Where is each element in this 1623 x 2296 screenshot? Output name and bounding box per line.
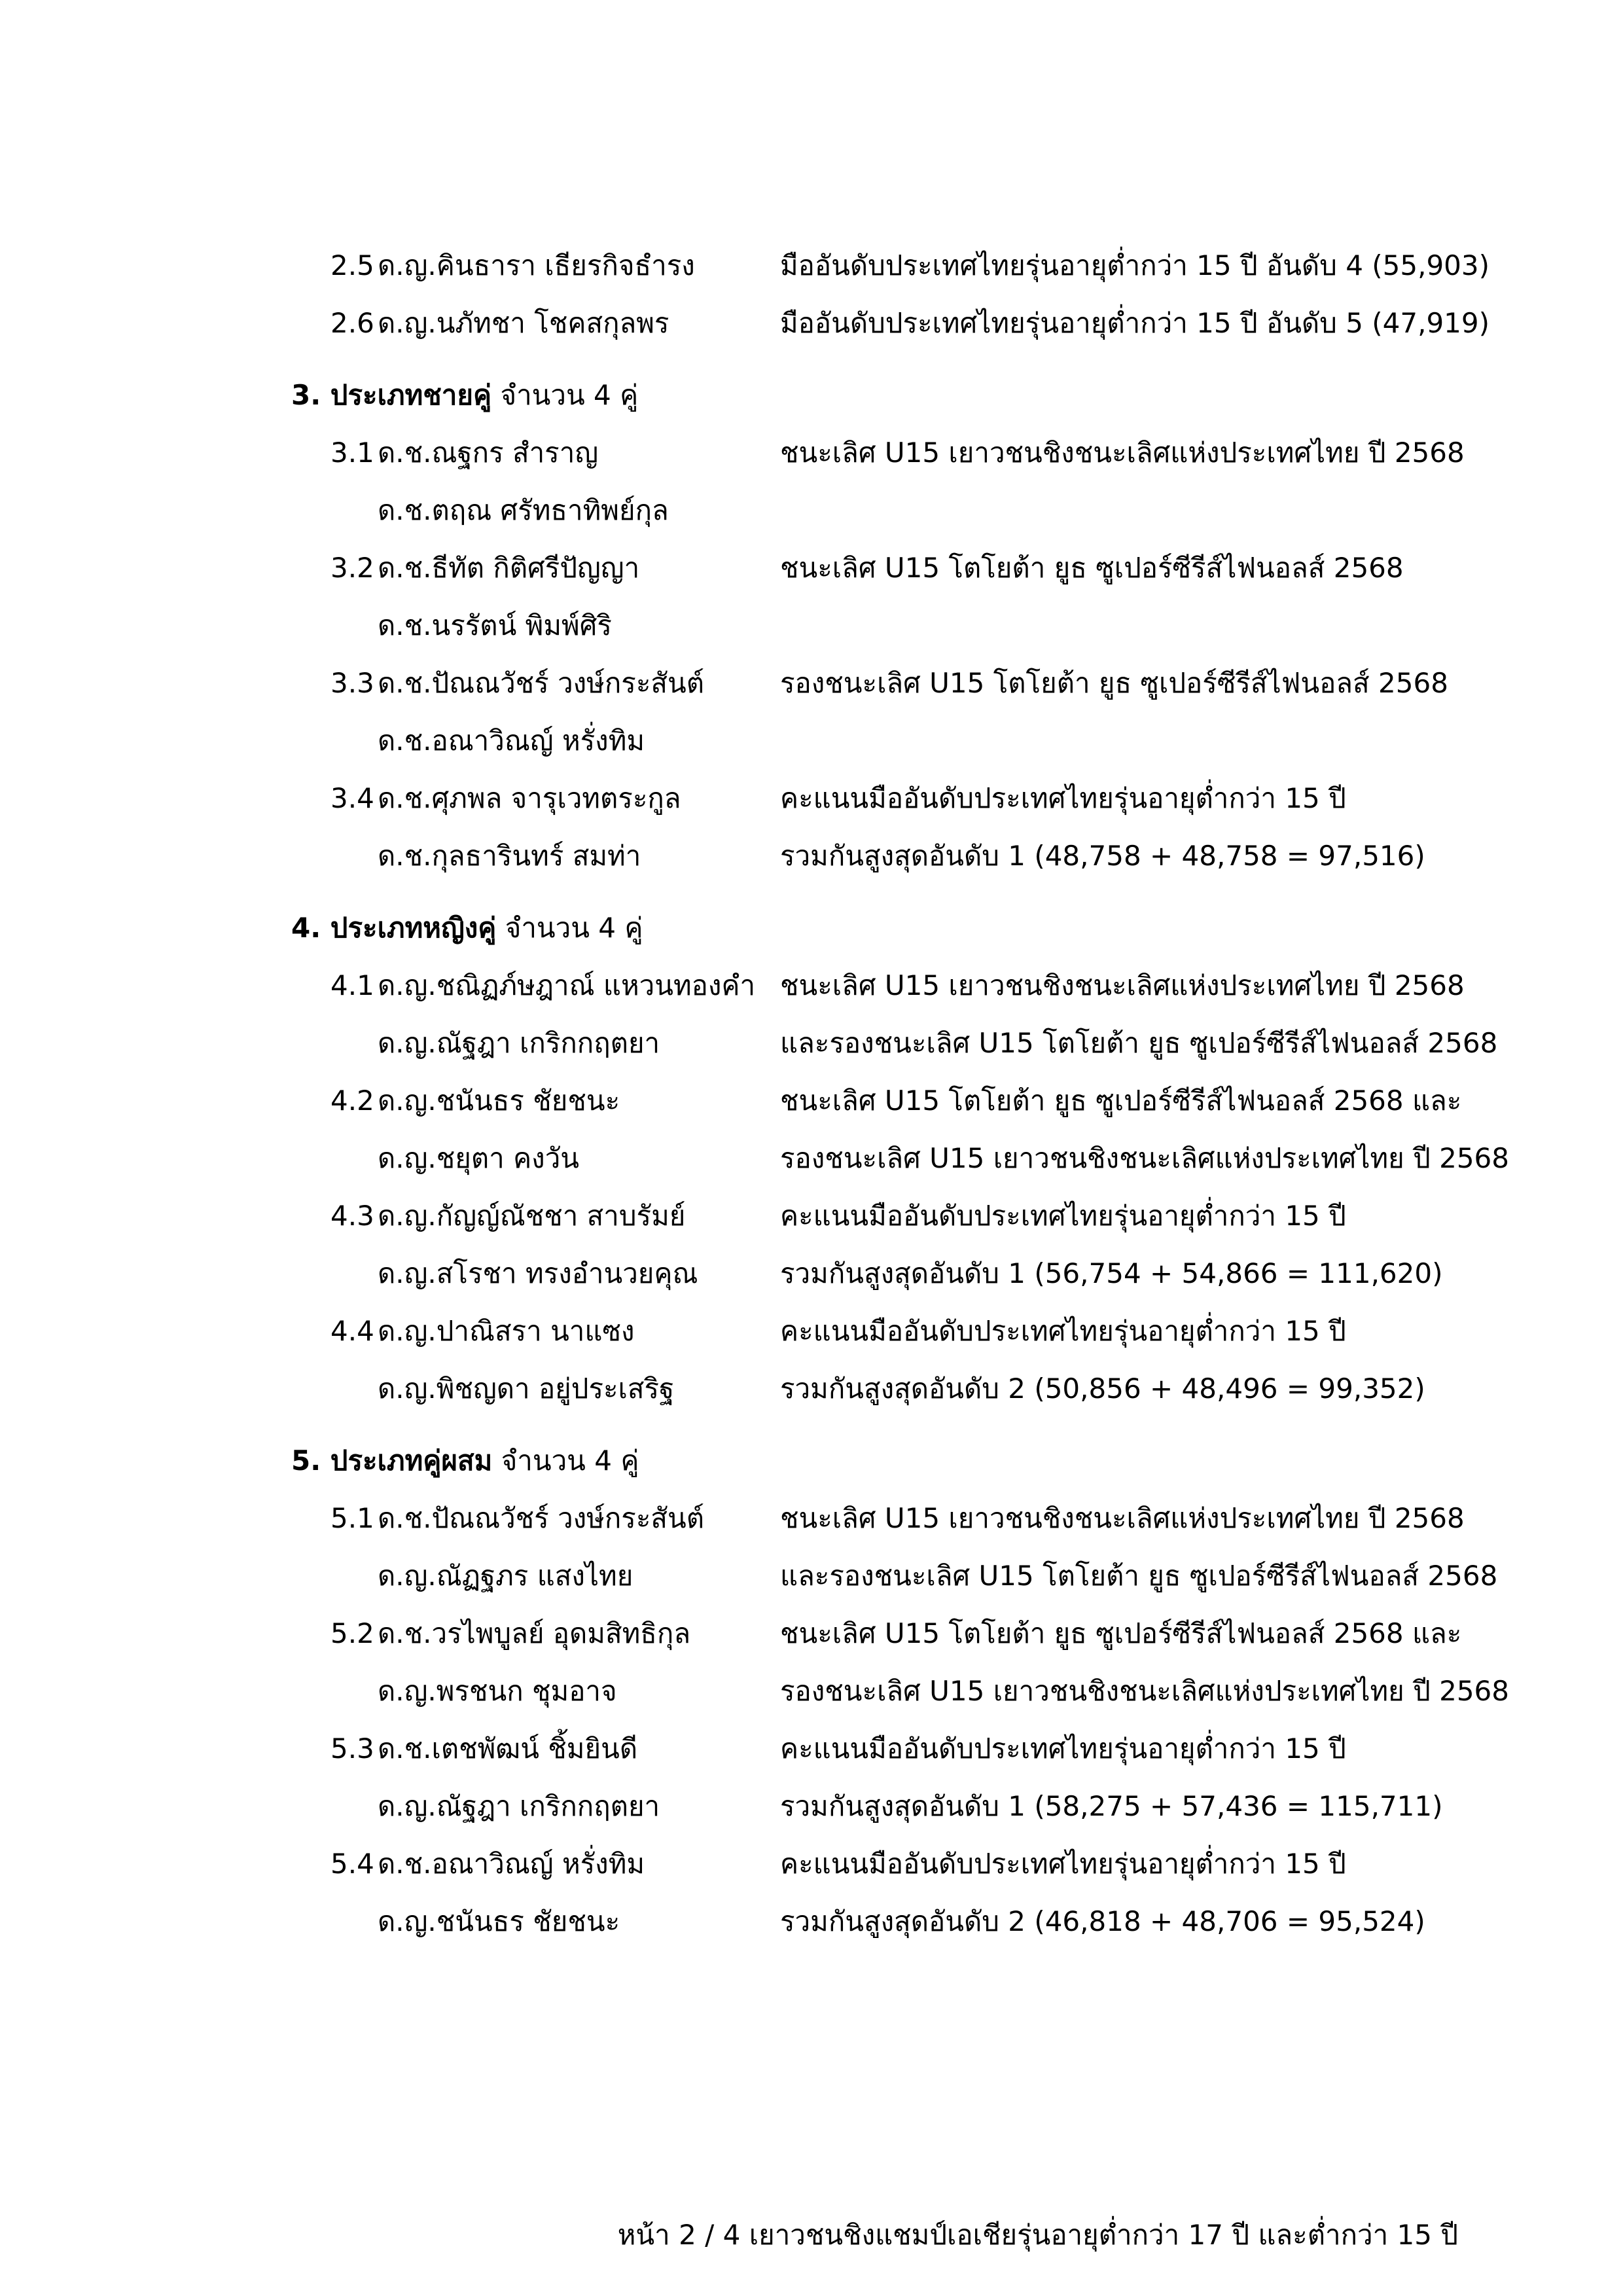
achievement-text: รวมกันสูงสุดอันดับ 2 (50,856 + 48,496 = 99,352) xyxy=(780,1372,1425,1405)
achievement-text: คะแนนมืออันดับประเทศไทยรุ่นอายุต่ำกว่า 15 ปี xyxy=(780,1732,1346,1765)
player-name: ด.ช.ณฐกร สำราญ xyxy=(378,437,599,469)
player-name: ด.ช.ธีทัต กิติศรีปัญญา xyxy=(378,552,640,584)
achievement-text: ชนะเลิศ U15 เยาวชนชิงชนะเลิศแห่งประเทศไทย ปี 2568 xyxy=(780,1502,1465,1534)
entry-row xyxy=(0,1187,1623,1245)
player-name: ด.ญ.กัญญ์ณัชชา สาบรัมย์ xyxy=(378,1200,686,1232)
entry-row xyxy=(0,1072,1623,1130)
entry-number-and-name xyxy=(330,539,639,597)
partner-name: ด.ญ.พิชญดา อยู่ประเสริฐ xyxy=(378,1372,675,1405)
entry-number: 3.3 xyxy=(330,667,374,699)
entry-number: 5.3 xyxy=(330,1732,374,1765)
section-0 xyxy=(0,237,1623,352)
entry-row-partner xyxy=(0,1245,1623,1302)
achievement-text: มืออันดับประเทศไทยรุ่นอายุต่ำกว่า 15 ปี อันดับ 5 (47,919) xyxy=(780,307,1490,339)
section-1 xyxy=(0,352,1623,885)
entry-number-and-name xyxy=(330,957,755,1014)
section-heading-count: จำนวน 4 คู่ xyxy=(492,1444,639,1477)
partner-name: ด.ญ.ณัฐฎา เกริกกฤตยา xyxy=(378,1027,660,1059)
entry-row-partner xyxy=(0,1893,1623,1950)
player-name: ด.ช.วรไพบูลย์ อุดมสิทธิกุล xyxy=(378,1617,691,1649)
section-heading xyxy=(0,1432,1623,1490)
entry-number-and-name xyxy=(330,1187,685,1245)
player-name: ด.ช.เตชพัฒน์ ชิ้มยินดี xyxy=(378,1732,638,1765)
achievement-text: รวมกันสูงสุดอันดับ 1 (48,758 + 48,758 = 97,516) xyxy=(780,840,1425,872)
entry-row xyxy=(0,957,1623,1014)
partner-name: ด.ญ.ณัฐฎา เกริกกฤตยา xyxy=(378,1790,660,1822)
entry-number-and-name xyxy=(330,1835,645,1893)
section-heading xyxy=(0,367,1623,424)
player-name: ด.ญ.ชนันธร ชัยชนะ xyxy=(378,1085,620,1117)
achievement-text: ชนะเลิศ U15 โตโยต้า ยูธ ซูเปอร์ซีรีส์ไฟนอลส์ 2568 และ xyxy=(780,1085,1462,1117)
entry-number-and-name xyxy=(330,770,681,827)
entry-row-partner xyxy=(0,1360,1623,1418)
entry-number-and-name xyxy=(330,295,669,352)
entry-number-and-name xyxy=(330,655,704,712)
entry-row xyxy=(0,1605,1623,1662)
achievement-text: ชนะเลิศ U15 เยาวชนชิงชนะเลิศแห่งประเทศไทย ปี 2568 xyxy=(780,437,1465,469)
achievement-text: ชนะเลิศ U15 โตโยต้า ยูธ ซูเปอร์ซีรีส์ไฟนอลส์ 2568 และ xyxy=(780,1617,1462,1649)
entry-row-partner xyxy=(0,1547,1623,1605)
page-footer: หน้า 2 / 4 เยาวชนชิงแชมป์เอเชียรุ่นอายุต่ำกว่า 17 ปี และต่ำกว่า 15 ปี xyxy=(617,2219,1458,2251)
entry-row xyxy=(0,295,1623,352)
entry-number-and-name xyxy=(330,424,598,482)
partner-name: ด.ช.กุลธารินทร์ สมท่า xyxy=(378,840,641,872)
entry-row xyxy=(0,1835,1623,1893)
entry-row xyxy=(0,1490,1623,1547)
entry-row-partner xyxy=(0,827,1623,885)
entry-row xyxy=(0,424,1623,482)
section-heading-count: จำนวน 4 คู่ xyxy=(491,379,639,411)
section-gap xyxy=(0,885,1623,899)
achievement-text: คะแนนมืออันดับประเทศไทยรุ่นอายุต่ำกว่า 15 ปี xyxy=(780,782,1346,814)
entry-number: 2.6 xyxy=(330,307,374,339)
player-name: ด.ญ.ชณิฏภ์ษฎาณ์ แหวนทองคำ xyxy=(378,969,756,1001)
achievement-text: และรองชนะเลิศ U15 โตโยต้า ยูธ ซูเปอร์ซีรีส์ไฟนอลส์ 2568 xyxy=(780,1560,1498,1592)
entry-number-and-name xyxy=(330,1720,637,1778)
player-list xyxy=(0,237,1623,1950)
section-2 xyxy=(0,885,1623,1418)
partner-name: ด.ช.นรรัตน์ พิมพ์ศิริ xyxy=(378,609,612,641)
section-gap xyxy=(0,1418,1623,1432)
section-heading-text xyxy=(291,367,638,424)
section-heading-title: 4. ประเภทหญิงคู่ xyxy=(291,912,497,944)
entry-number: 5.2 xyxy=(330,1617,374,1649)
partner-name: ด.ช.ตฤณ ศรัทธาทิพย์กุล xyxy=(378,494,669,526)
entry-row-partner xyxy=(0,712,1623,770)
player-name: ด.ช.ปัณณวัชร์ วงษ์กระสันต์ xyxy=(378,667,705,699)
entry-row-partner xyxy=(0,1014,1623,1072)
entry-row xyxy=(0,237,1623,295)
section-heading-title: 5. ประเภทคู่ผสม xyxy=(291,1444,493,1477)
partner-name: ด.ญ.พรชนก ชุมอาจ xyxy=(378,1675,617,1707)
entry-number: 5.1 xyxy=(330,1502,374,1534)
achievement-text: มืออันดับประเทศไทยรุ่นอายุต่ำกว่า 15 ปี อันดับ 4 (55,903) xyxy=(780,249,1490,281)
entry-number: 5.4 xyxy=(330,1848,374,1880)
entry-row xyxy=(0,1720,1623,1778)
entry-row xyxy=(0,1302,1623,1360)
partner-name: ด.ญ.สโรชา ทรงอำนวยคุณ xyxy=(378,1257,698,1289)
achievement-text: คะแนนมืออันดับประเทศไทยรุ่นอายุต่ำกว่า 15 ปี xyxy=(780,1848,1346,1880)
entry-number: 3.4 xyxy=(330,782,374,814)
achievement-text: ชนะเลิศ U15 เยาวชนชิงชนะเลิศแห่งประเทศไทย ปี 2568 xyxy=(780,969,1465,1001)
entry-number-and-name xyxy=(330,1490,704,1547)
player-name: ด.ญ.นภัทชา โชคสกุลพร xyxy=(378,307,669,339)
entry-row-partner xyxy=(0,482,1623,539)
entry-row-partner xyxy=(0,1778,1623,1835)
entry-number: 2.5 xyxy=(330,249,374,281)
partner-name: ด.ช.อณาวิณญ์ หรั่งทิม xyxy=(378,725,645,757)
section-gap xyxy=(0,352,1623,367)
entry-number: 4.4 xyxy=(330,1315,374,1347)
player-name: ด.ช.ปัณณวัชร์ วงษ์กระสันต์ xyxy=(378,1502,705,1534)
achievement-text: คะแนนมืออันดับประเทศไทยรุ่นอายุต่ำกว่า 15 ปี xyxy=(780,1315,1346,1347)
section-heading xyxy=(0,899,1623,957)
player-name: ด.ญ.ปาณิสรา นาแซง xyxy=(378,1315,635,1347)
entry-number: 4.3 xyxy=(330,1200,374,1232)
partner-name: ด.ญ.ชนันธร ชัยชนะ xyxy=(378,1905,620,1937)
entry-row xyxy=(0,770,1623,827)
achievement-text: รองชนะเลิศ U15 โตโยต้า ยูธ ซูเปอร์ซีรีส์ไฟนอลส์ 2568 xyxy=(780,667,1448,699)
entry-row xyxy=(0,655,1623,712)
entry-number: 3.2 xyxy=(330,552,374,584)
entry-row-partner xyxy=(0,1130,1623,1187)
entry-row-partner xyxy=(0,597,1623,655)
entry-row-partner xyxy=(0,1662,1623,1720)
entry-number-and-name xyxy=(330,1605,690,1662)
entry-number-and-name xyxy=(330,237,695,295)
achievement-text: และรองชนะเลิศ U15 โตโยต้า ยูธ ซูเปอร์ซีรีส์ไฟนอลส์ 2568 xyxy=(780,1027,1498,1059)
achievement-text: ชนะเลิศ U15 โตโยต้า ยูธ ซูเปอร์ซีรีส์ไฟนอลส์ 2568 xyxy=(780,552,1404,584)
section-heading-count: จำนวน 4 คู่ xyxy=(496,912,643,944)
entry-number: 4.1 xyxy=(330,969,374,1001)
partner-name: ด.ญ.ณัฏฐภร แสงไทย xyxy=(378,1560,633,1592)
achievement-text: รองชนะเลิศ U15 เยาวชนชิงชนะเลิศแห่งประเทศไทย ปี 2568 xyxy=(780,1675,1510,1707)
achievement-text: รวมกันสูงสุดอันดับ 1 (56,754 + 54,866 = 111,620) xyxy=(780,1257,1443,1289)
achievement-text: รวมกันสูงสุดอันดับ 2 (46,818 + 48,706 = 95,524) xyxy=(780,1905,1425,1937)
section-3 xyxy=(0,1418,1623,1950)
entry-number: 4.2 xyxy=(330,1085,374,1117)
achievement-text: คะแนนมืออันดับประเทศไทยรุ่นอายุต่ำกว่า 15 ปี xyxy=(780,1200,1346,1232)
entry-number-and-name xyxy=(330,1072,620,1130)
partner-name: ด.ญ.ชยุตา คงวัน xyxy=(378,1142,579,1174)
section-heading-text xyxy=(291,1432,639,1490)
player-name: ด.ช.ศุภพล จารุเวทตระกูล xyxy=(378,782,681,814)
entry-number-and-name xyxy=(330,1302,634,1360)
player-name: ด.ญ.คินธารา เธียรกิจธำรง xyxy=(378,249,695,281)
player-name: ด.ช.อณาวิณญ์ หรั่งทิม xyxy=(378,1848,645,1880)
achievement-text: รองชนะเลิศ U15 เยาวชนชิงชนะเลิศแห่งประเทศไทย ปี 2568 xyxy=(780,1142,1510,1174)
achievement-text: รวมกันสูงสุดอันดับ 1 (58,275 + 57,436 = 115,711) xyxy=(780,1790,1443,1822)
section-heading-title: 3. ประเภทชายคู่ xyxy=(291,379,492,411)
entry-number: 3.1 xyxy=(330,437,374,469)
section-heading-text xyxy=(291,899,643,957)
entry-row xyxy=(0,539,1623,597)
